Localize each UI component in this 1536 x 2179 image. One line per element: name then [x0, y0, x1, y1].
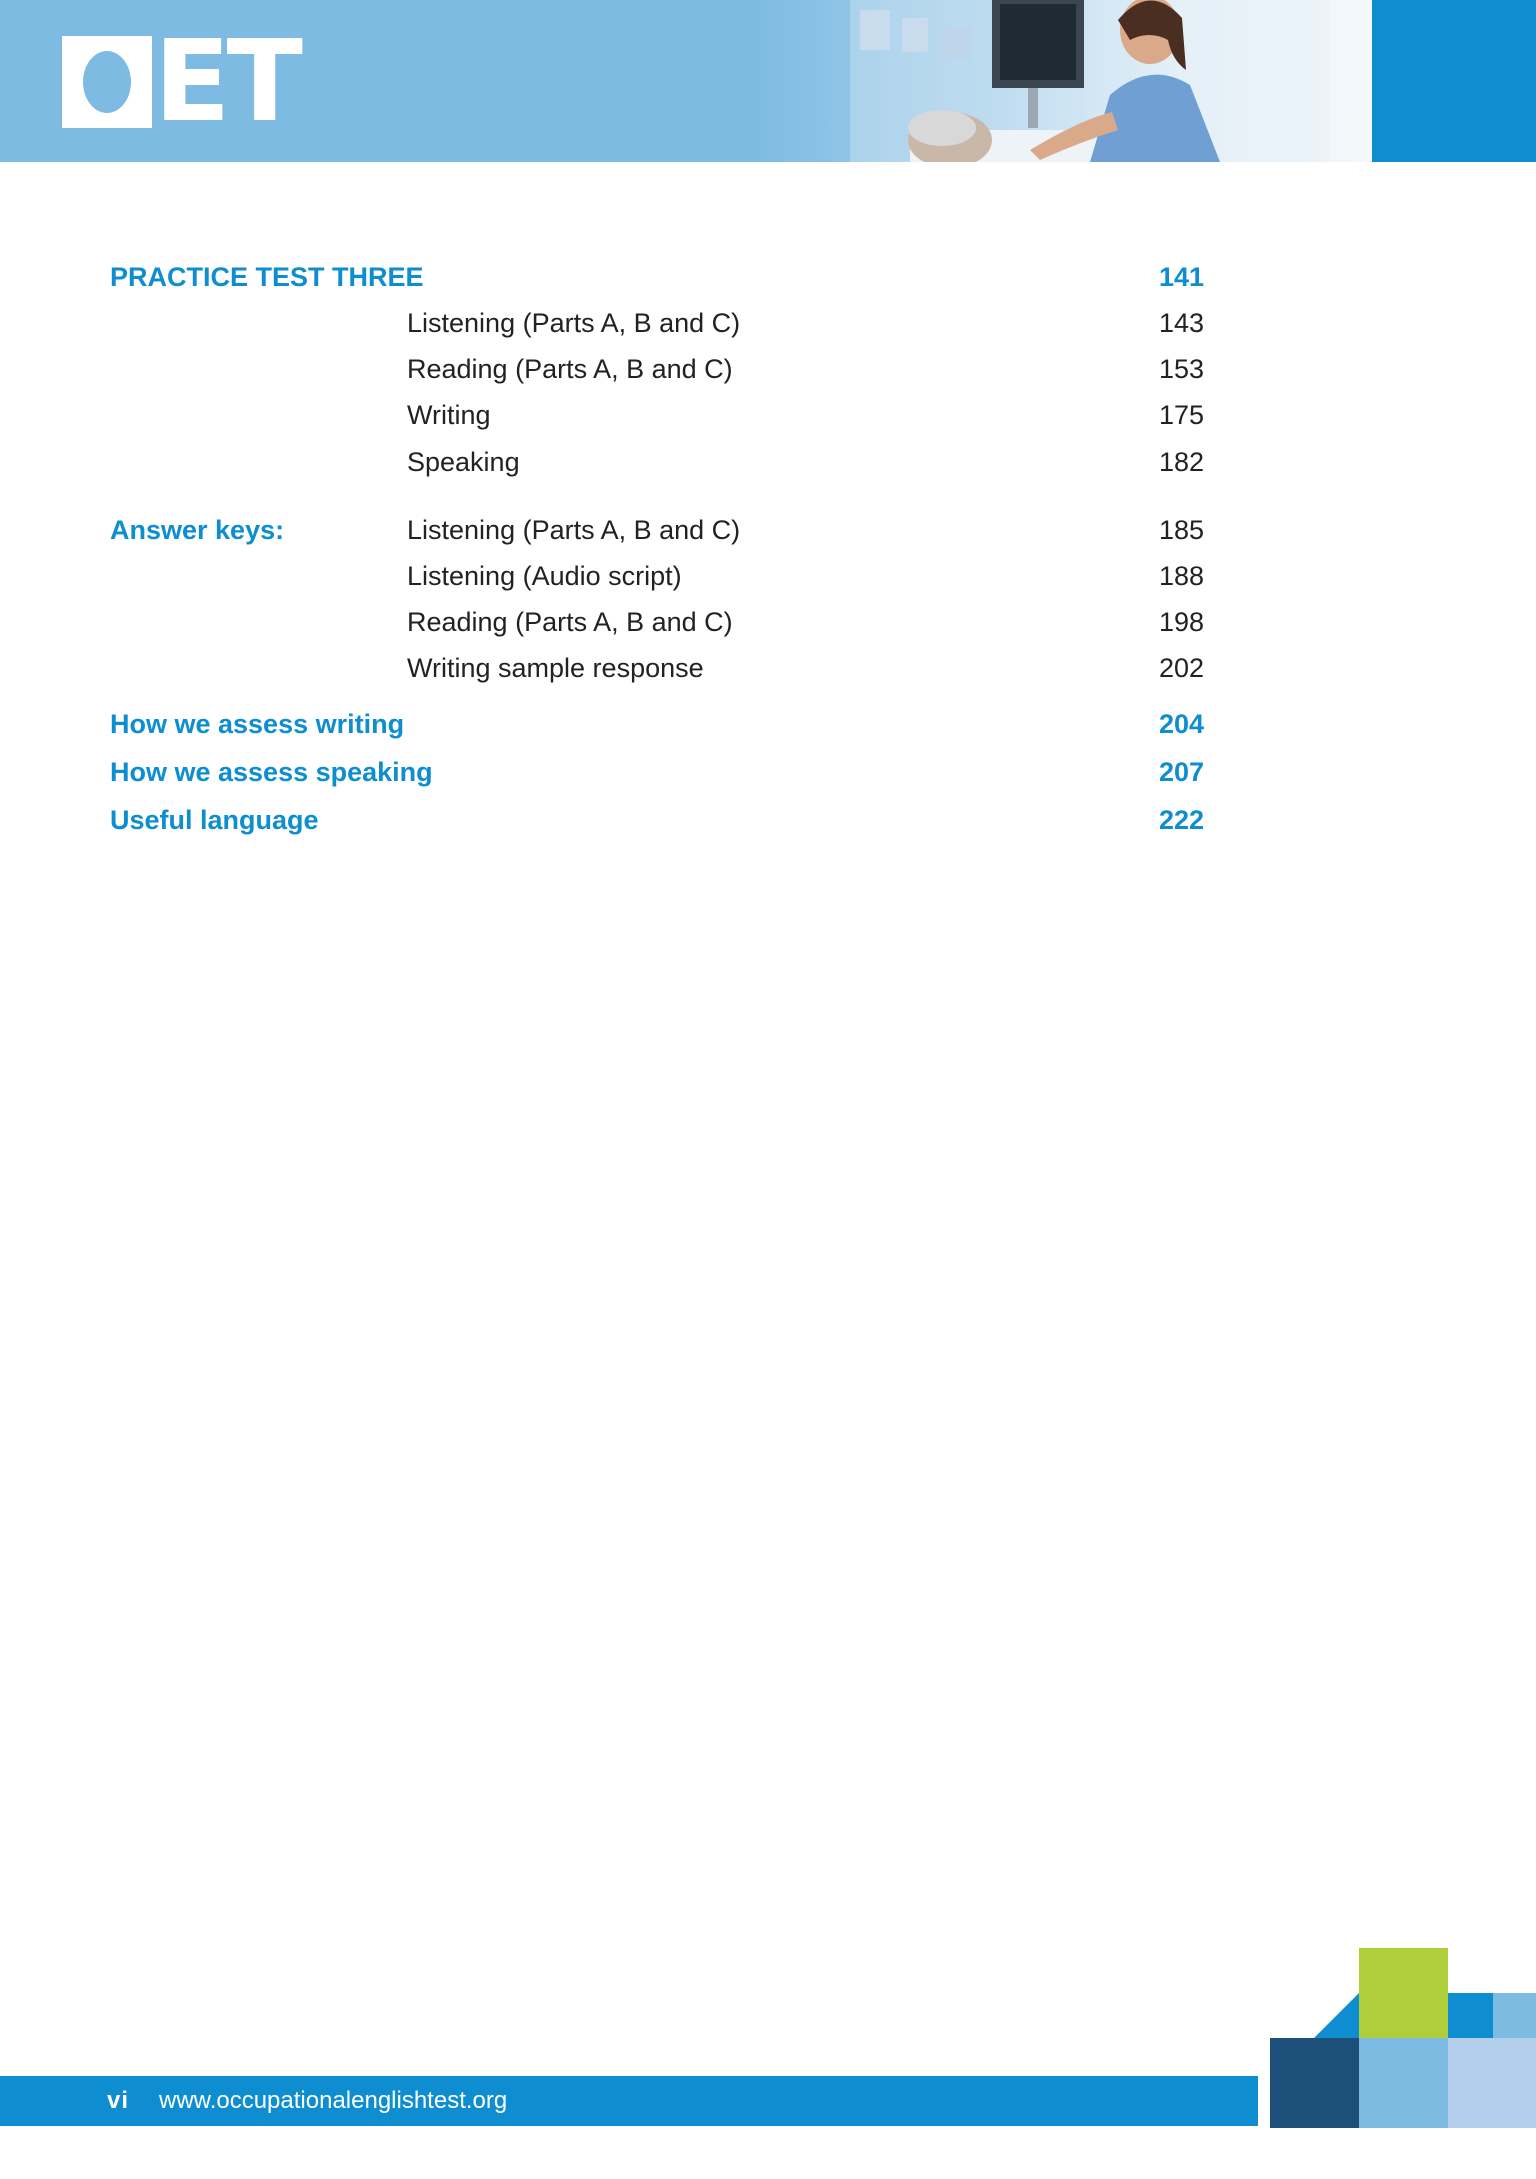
toc-subentry-label: Speaking [407, 446, 520, 477]
toc-subentry-label: Writing [407, 399, 491, 430]
toc-subentry-label: Reading (Parts A, B and C) [407, 606, 733, 637]
nurse-patient-photo [850, 0, 1330, 162]
toc-heading: How we assess speaking [110, 756, 433, 787]
toc-answer-keys-label: Answer keys: [110, 514, 285, 545]
oet-logo [62, 17, 299, 147]
footer-triangle [1314, 1993, 1359, 2038]
logo-et-letters: ET [154, 17, 299, 147]
toc-subentry[interactable] [110, 395, 1204, 435]
toc-subentry[interactable] [110, 303, 1204, 343]
toc-subentry-label: Writing sample response [407, 652, 704, 683]
footer-square-lightblue [1359, 2038, 1448, 2128]
toc-subentry-label: Listening (Parts A, B and C) [407, 514, 741, 545]
toc-subentry[interactable] [110, 349, 1204, 389]
toc-subentry[interactable] [110, 556, 1204, 596]
toc-subentry[interactable] [110, 510, 1204, 550]
toc-subentry[interactable] [110, 648, 1204, 688]
toc-heading: Useful language [110, 804, 319, 835]
footer-bar [0, 2076, 1258, 2126]
toc-page-number: 204 [1158, 708, 1204, 739]
footer-square-pale [1448, 2038, 1536, 2128]
footer-square-navy [1270, 2038, 1359, 2128]
toc-subentry-label: Reading (Parts A, B and C) [407, 353, 733, 384]
toc-entry-how-we-assess-speaking[interactable] [110, 752, 1204, 792]
toc-page-number: 188 [1158, 560, 1204, 591]
toc-page-number: 202 [1158, 652, 1204, 683]
header-corner-block [1372, 0, 1536, 162]
toc-page-number: 198 [1158, 606, 1204, 637]
toc-heading: How we assess writing [110, 708, 405, 739]
toc-entry-practice-test-three[interactable] [110, 257, 1204, 297]
toc-entry-how-we-assess-writing[interactable] [110, 704, 1204, 744]
toc-page-number: 143 [1158, 307, 1204, 338]
header-banner [0, 0, 1372, 162]
toc-page-number: 175 [1158, 399, 1204, 430]
footer-square-lightblue-small [1493, 1993, 1536, 2038]
toc-page-number: 141 [1158, 261, 1204, 292]
toc-subentry-label: Listening (Parts A, B and C) [407, 307, 741, 338]
toc-subentry[interactable] [110, 442, 1204, 482]
toc-heading: PRACTICE TEST THREE [110, 261, 424, 292]
toc-entry-useful-language[interactable] [110, 800, 1204, 840]
footer-square-lime [1359, 1948, 1448, 2038]
toc-page-number: 153 [1158, 353, 1204, 384]
toc-page-number: 207 [1158, 756, 1204, 787]
toc-subentry[interactable] [110, 602, 1204, 642]
toc-page-number: 222 [1158, 804, 1204, 835]
page-number: vi [107, 2087, 130, 2114]
toc-subentry-label: Listening (Audio script) [407, 560, 682, 591]
logo-o-mark [62, 36, 152, 128]
toc-page-number: 182 [1158, 446, 1204, 477]
toc-page-number: 185 [1158, 514, 1204, 545]
footer-square-blue [1448, 1993, 1493, 2038]
footer-url-link[interactable]: www.occupationalenglishtest.org [159, 2087, 508, 2114]
